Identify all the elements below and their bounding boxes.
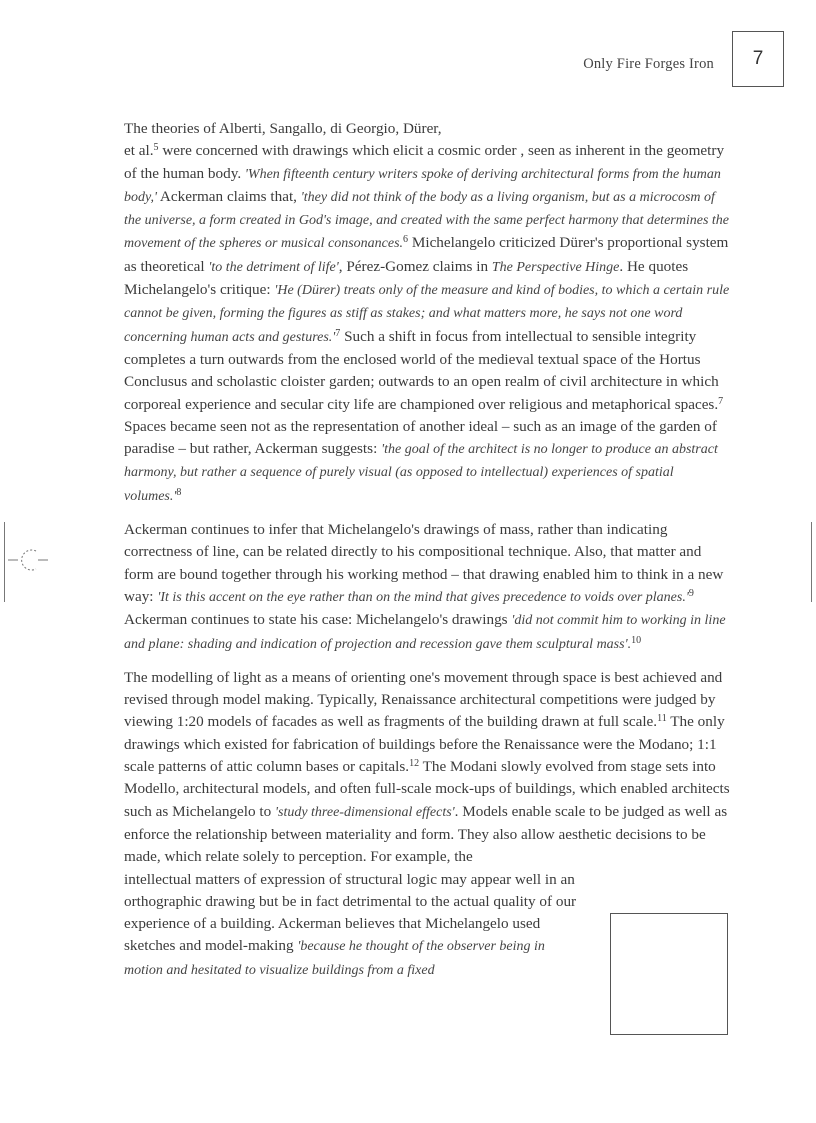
running-header-title: Only Fire Forges Iron [583,56,714,72]
page-number-box [732,31,784,87]
text-run: The modelling of light as a means of orienting one's movement through space is best achieved and revised through model making. Typically, Renaissance architectural competitions were judged by viewing 1:20 models of facades as well as fragments of the building drawn at full scale. [124,668,723,731]
quote: 'the goal of the architect is no longer to produce an abstract harmony, but rather a sequence of purely visual (as opposed to intellectual) experiences of spatial volumes.' [124,442,718,504]
text-run: The Modani slowly evolved from stage sets into Modello, architectural models, and often full-scale mock-ups of buildings, which enabled architects such as Michelangelo to [124,758,730,820]
registration-mark-icon [4,546,50,574]
quote: 'because he thought of the observer being in motion and hesitated to visualize buildings from a fixed [124,939,545,978]
paragraph-2 [124,519,734,656]
paragraph-1 [124,118,734,508]
footnote-ref: 10 [631,634,642,646]
paragraph-3 [124,667,734,869]
text-run: , Pérez-Gomez claims in [338,257,492,275]
footnote-ref: 11 [657,713,667,725]
footnote-ref: 8 [176,486,182,498]
text-run: intellectual matters of expression of structural logic may appear well in an orthographic drawing but be in fact detrimental to the actual quality of our experience of a building. Ackerman believes that Michelangelo used sketches and model-making [124,870,577,955]
footnote-ref: 7 [335,327,341,339]
quote: 'study three-dimensional effects' [275,804,455,820]
footnote-ref: 5 [153,142,159,154]
footnote-ref: 9 [688,587,694,599]
text-run: The only drawings which existed for fabrication of buildings before the Renaissance were the Modano; 1:1 scale patterns of attic column bases or capitals. [124,713,725,776]
figure-placeholder-frame [610,913,728,1035]
quote: 'When fifteenth century writers spoke of deriving architectural forms from the human body,' [124,166,721,205]
footnote-ref: 7 [718,395,724,407]
paragraph-4 [124,869,584,982]
text-run: . He quotes Michelangelo's critique: [124,257,689,299]
text-run: The theories of Alberti, Sangallo, di Georgio, Dürer, [124,120,442,137]
margin-rule-right [811,522,812,602]
text-run: Ackerman claims that, [156,187,301,205]
quote: 'to the detriment of life' [208,259,339,275]
text-run: Such a shift in focus from intellectual to sensible integrity completes a turn outwards from the enclosed world of the medieval textual space of the Hortus Conclusus and scholastic cloister garden; outwards to an open realm of civil architecture in which corporeal experience and secular city life are championed over religious and metaphorical spaces. [124,327,719,413]
text-run: Ackerman continues to state his case: Michelangelo's drawings [124,611,512,629]
text-run: et al. [124,142,154,160]
quote: 'He (Dürer) treats only of the measure and kind of bodies, to which a certain rule cannot be given, forming the figures as stiff as stakes; and what matters more, he says not one word concerning human acts and gestures.' [124,283,730,345]
page-number: 7 [752,48,764,69]
text-run: . Models enable scale to be judged as well as enforce the relationship between materiality and form. They also allow aesthetic decisions to be made, which relate solely to perception. For example, the [124,802,728,866]
text-run: Ackerman continues to infer that Michelangelo's drawings of mass, rather than indicating correctness of line, can be related directly to his compositional technique. Also, that matter and form are bound together through his working method – that drawing enabled him to think in a new way: [124,521,724,605]
text-run: Spaces became seen not as the representation of another ideal – such as an image of the garden of paradise – but rather, Ackerman suggests: [124,417,717,458]
quote: 'did not commit him to working in line and plane: shading and indication of projection and recession gave them sculptural mass'. [124,613,726,652]
book-title: The Perspective Hinge [491,259,620,275]
quote: 'It is this accent on the eye rather than on the mind that gives precedence to voids over planes.' [157,589,689,605]
text-run: Michelangelo criticized Dürer's proportional system as theoretical [124,234,729,275]
body-text [124,118,734,993]
text-run: were concerned with drawings which elicit a cosmic order , seen as inherent in the geometry of the human body. [124,142,725,182]
quote: 'they did not think of the body as a living organism, but as a microcosm of the universe, a form created in God's image, and created with the same perfect harmony that determines the movement of the spheres or musical consonances. [124,189,730,252]
footnote-ref: 6 [403,234,409,246]
footnote-ref: 12 [409,758,420,770]
